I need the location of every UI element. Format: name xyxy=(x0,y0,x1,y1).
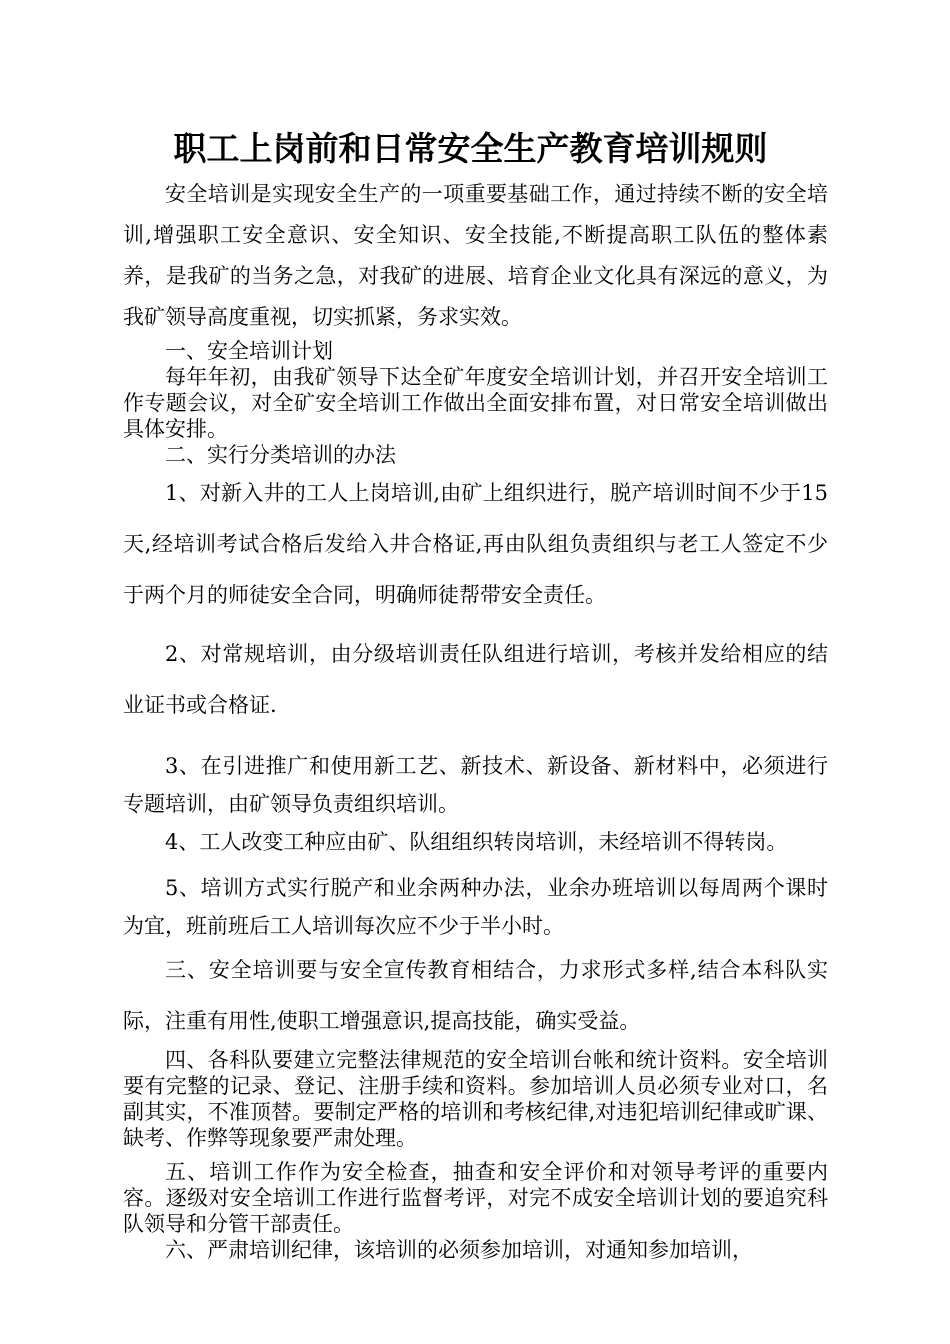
paragraph-item-3: 3、在引进推广和使用新工艺、新技术、新设备、新材料中，必须进行专题培训，由矿领导负责组织培训。 xyxy=(123,754,828,816)
paragraph-item-5: 5、培训方式实行脱产和业余两种办法，业余办班培训以每周两个课时为宜，班前班后工人培训每次应不少于半小时。 xyxy=(123,876,828,938)
paragraph-section-4: 四、各科队要建立完整法律规范的安全培训台帐和统计资料。安全培训要有完整的记录、登记、注册手续和资料。参加培训人员必须专业对口，名副其实，不准顶替。要制定严格的培训和考核纪律,对违犯培训纪律或旷课、缺考、作弊等现象要严肃处理。 xyxy=(123,1048,828,1150)
paragraph-item-2: 2、对常规培训，由分级培训责任队组进行培训，考核并发给相应的结业证书或合格证. xyxy=(123,642,828,717)
paragraph-section-5: 五、培训工作作为安全检查，抽查和安全评价和对领导考评的重要内容。逐级对安全培训工作进行监督考评，对完不成安全培训计划的要追究科队领导和分管干部责任。 xyxy=(123,1160,828,1236)
heading-classified-training: 二、实行分类培训的办法 xyxy=(165,443,396,467)
heading-training-plan: 一、安全培训计划 xyxy=(165,339,333,363)
paragraph-item-4: 4、工人改变工种应由矿、队组组织转岗培训，未经培训不得转岗。 xyxy=(165,830,788,854)
paragraph-training-plan: 每年年初，由我矿领导下达全矿年度安全培训计划，并召开安全培训工作专题会议，对全矿安全培训工作做出全面安排布置，对日常安全培训做出具体安排。 xyxy=(123,365,828,441)
document-title: 职工上岗前和日常安全生产教育培训规则 xyxy=(173,129,768,168)
paragraph-item-1: 1、对新入井的工人上岗培训,由矿上组织进行，脱产培训时间不少于15天,经培训考试合格后发给入井合格证,再由队组负责组织与老工人签定不少于两个月的师徒安全合同，明确师徒帮带安全责任。 xyxy=(123,481,828,607)
document-page xyxy=(123,124,828,1263)
paragraph-section-6: 六、严肃培训纪律，该培训的必须参加培训，对通知参加培训， xyxy=(165,1238,753,1262)
paragraph-intro: 安全培训是实现安全生产的一项重要基础工作，通过持续不断的安全培训,增强职工安全意识、安全知识、安全技能,不断提高职工队伍的整体素养，是我矿的当务之急，对我矿的进展、培育企业文化具有深远的意义，为我矿领导高度重视，切实抓紧，务求实效。 xyxy=(123,182,828,329)
paragraph-section-3: 三、安全培训要与安全宣传教育相结合，力求形式多样,结合本科队实际，注重有用性,使职工增强意识,提高技能，确实受益。 xyxy=(123,958,828,1033)
